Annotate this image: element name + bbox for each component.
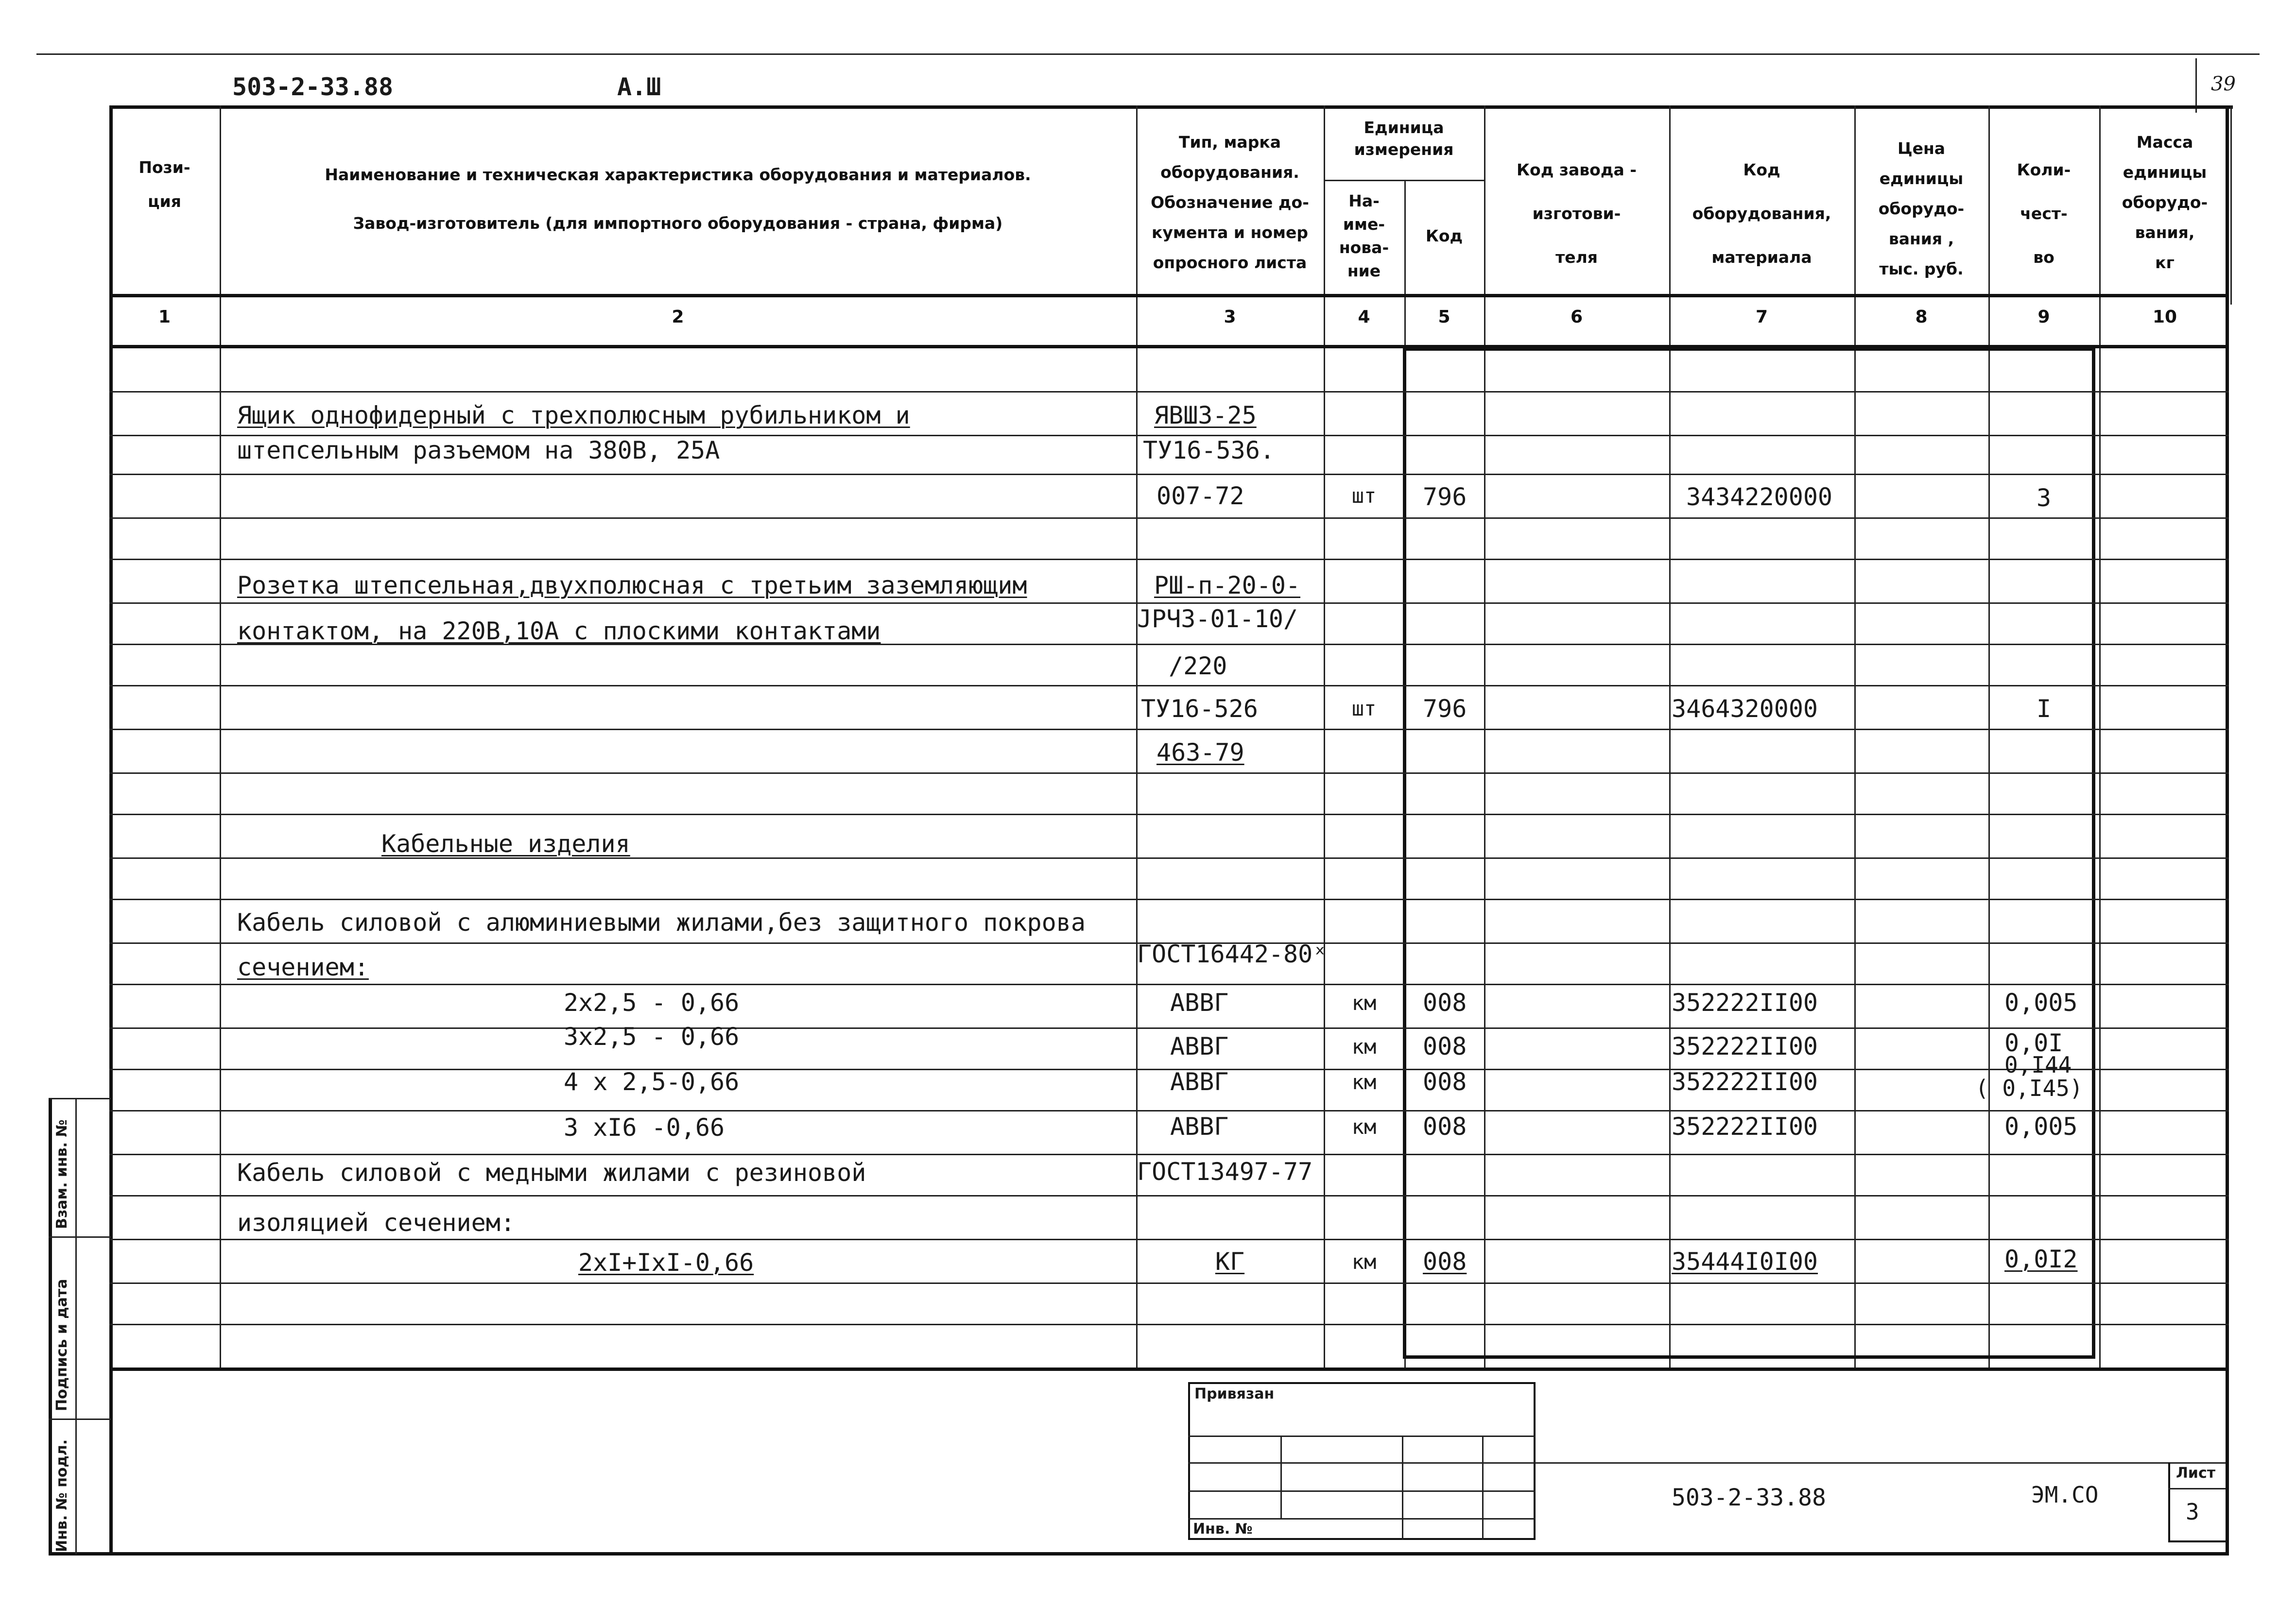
item-type: ГОСТ13497-77	[1137, 1158, 1313, 1186]
row-line	[109, 1154, 2229, 1155]
item-quantity-alt: ( 0,I45)	[1975, 1075, 2083, 1101]
item-code: 352222II00	[1672, 1112, 1818, 1141]
page-top-border	[36, 53, 2260, 55]
item-name: 3 хI6 -0,66	[564, 1113, 725, 1142]
header-mass: Масса единицы оборудо- вания, кг	[2122, 133, 2208, 272]
sheet-number: 3	[2186, 1499, 2199, 1525]
item-type: ТУ16-526	[1141, 695, 1258, 723]
header-quantity: Коли- чест- во	[2017, 160, 2071, 267]
row-line	[109, 899, 2229, 900]
footer-line	[1536, 1462, 2226, 1464]
item-type: КГ	[1215, 1248, 1245, 1276]
item-unit-code: 008	[1423, 1032, 1467, 1060]
item-code: 35444I0I00	[1672, 1248, 1818, 1276]
header-position: Пози- ция	[138, 158, 190, 211]
item-type: АВВГ	[1170, 1068, 1229, 1096]
margin-strip-line	[49, 1098, 111, 1099]
header-unit-code: Код	[1425, 226, 1463, 245]
item-unit-code: 796	[1423, 483, 1467, 511]
unit-header-divider	[1324, 180, 1484, 181]
margin-strip-divider	[75, 1098, 77, 1555]
col-number: 5	[1438, 307, 1450, 327]
page-bottom-line	[49, 1552, 2229, 1556]
table-bottom-line	[109, 1368, 2229, 1371]
item-unit-code: 008	[1423, 1112, 1467, 1141]
stamp-divider	[1280, 1436, 1282, 1518]
row-line	[109, 1069, 2229, 1070]
item-quantity: 0,0I2	[2004, 1245, 2078, 1273]
margin-label-replaced: Взам. инв. №	[53, 1119, 70, 1229]
footer-mark: ЭМ.СО	[2031, 1482, 2099, 1508]
item-name: 2хI+IхI-0,66	[578, 1248, 754, 1277]
item-quantity: 0,0I	[2004, 1029, 2063, 1057]
item-name: сечением:	[237, 953, 369, 981]
item-name: 2х2,5 - 0,66	[564, 989, 740, 1017]
page-corner-number: 39	[2211, 73, 2236, 95]
sheet-label: Лист	[2176, 1465, 2216, 1482]
stamp-divider	[1402, 1436, 1403, 1540]
row-line	[109, 602, 2229, 604]
item-name: изоляцией сечением:	[237, 1209, 515, 1237]
item-name: Ящик однофидерный с трехполюсным рубильником и	[237, 401, 910, 429]
header-price: Цена единицы оборудо- вания , тыс. руб.	[1878, 139, 1965, 278]
col-numbers-bottom-line	[109, 345, 2229, 348]
item-unit-code: 008	[1423, 1248, 1467, 1276]
margin-strip-line	[49, 1236, 111, 1238]
item-code: 3464320000	[1672, 695, 1818, 723]
margin-strip-left	[49, 1098, 52, 1555]
item-code: 352222II00	[1672, 989, 1818, 1017]
header-equipment-code: Код оборудования, материала	[1692, 160, 1831, 267]
item-name: Кабель силовой с алюминиевыми жилами,без защитного покрова	[237, 908, 1086, 937]
row-line	[109, 1239, 2229, 1240]
item-unit-code: 008	[1423, 989, 1467, 1017]
row-line	[109, 1324, 2229, 1325]
item-quantity: 0,005	[2004, 989, 2078, 1017]
item-quantity: I	[2036, 695, 2052, 723]
col-number: 9	[2037, 307, 2050, 327]
header-type: Тип, марка оборудования. Обозначение до- кумента и номер опросного листа	[1151, 133, 1309, 272]
item-name: Розетка штепсельная,двухполюсная с третьим заземляющим	[237, 571, 1027, 599]
item-unit: шт	[1351, 697, 1377, 720]
item-type: 007-72	[1157, 482, 1244, 510]
frame-bottom	[1403, 1355, 2095, 1359]
item-unit: км	[1351, 991, 1377, 1015]
header-name: Наименование и техническая характеристика оборудования и материалов. Завод-изготовитель (для импортного оборудования - страна, фирма)	[325, 165, 1031, 233]
margin-label-signature: Подпись и дата	[53, 1279, 70, 1411]
item-type: АВВГ	[1170, 1032, 1229, 1060]
row-line	[109, 1282, 2229, 1284]
item-type: 463-79	[1157, 738, 1244, 767]
item-type: /220	[1169, 652, 1227, 680]
row-line	[109, 685, 2229, 686]
row-line	[109, 814, 2229, 815]
footer-document-code: 503-2-33.88	[1672, 1484, 1826, 1511]
item-code: 3434220000	[1686, 483, 1833, 511]
item-unit-code: 008	[1423, 1068, 1467, 1096]
col-number: 3	[1224, 307, 1236, 327]
col-number: 1	[158, 307, 171, 327]
header-unit-name: На- име- нова- ние	[1339, 191, 1389, 280]
item-type: РШ-п-20-0-	[1154, 571, 1301, 599]
row-line	[109, 1110, 2229, 1111]
item-quantity: 3	[2036, 484, 2052, 512]
item-name: 4 х 2,5-0,66	[564, 1068, 740, 1096]
row-line	[109, 729, 2229, 730]
col-number: 10	[2152, 307, 2177, 327]
item-type: ЯВШЗ-25	[1154, 401, 1257, 429]
table-top-line	[109, 105, 2233, 109]
row-line	[109, 391, 2229, 393]
item-name: 3х2,5 - 0,66	[564, 1023, 740, 1051]
col-number: 6	[1570, 307, 1583, 327]
margin-label-inv-orig: Инв. № подл.	[53, 1439, 70, 1552]
col-number: 8	[1915, 307, 1928, 327]
item-unit: шт	[1351, 484, 1377, 508]
sheet-box-divider	[2168, 1488, 2226, 1489]
col-number: 4	[1358, 307, 1370, 327]
document-code: 503-2-33.88	[232, 73, 394, 101]
col-number: 2	[672, 307, 684, 327]
row-line	[109, 772, 2229, 774]
item-name: штепсельным разъемом на 380В, 25А	[237, 436, 720, 464]
col-number: 7	[1755, 307, 1768, 327]
page-number-divider	[2195, 58, 2197, 113]
item-quantity: 0,I44	[2004, 1052, 2072, 1078]
item-code: 352222II00	[1672, 1032, 1818, 1060]
row-line	[109, 474, 2229, 475]
row-line	[109, 1195, 2229, 1197]
header-factory-code: Код завода - изготови- теля	[1517, 160, 1637, 267]
row-line	[109, 984, 2229, 985]
col-divider	[2230, 105, 2232, 305]
item-unit: км	[1351, 1035, 1377, 1059]
row-line	[109, 559, 2229, 560]
item-type: АВВГ	[1170, 1112, 1229, 1141]
item-code: 352222II00	[1672, 1068, 1818, 1096]
stamp-divider	[1482, 1436, 1484, 1540]
item-type: АВВГ	[1170, 989, 1229, 1017]
item-type: ТУ16-536.	[1143, 436, 1275, 464]
album-label: А.Ш	[617, 73, 661, 101]
item-unit: км	[1351, 1250, 1377, 1274]
item-unit: км	[1351, 1070, 1377, 1094]
header-bottom-line	[109, 294, 2229, 297]
header-unit: Единица измерения	[1354, 118, 1454, 159]
item-name: Кабель силовой с медными жилами с резиновой	[237, 1159, 866, 1187]
margin-strip-line	[49, 1419, 111, 1420]
stamp-linked-label: Привязан	[1194, 1385, 1275, 1402]
item-unit: км	[1351, 1115, 1377, 1139]
section-title: Кабельные изделия	[381, 830, 630, 858]
stamp-inv-label: Инв. №	[1193, 1521, 1253, 1538]
item-quantity: 0,005	[2004, 1112, 2078, 1141]
row-line	[109, 517, 2229, 519]
item-name: контактом, на 220В,10А с плоскими контактами	[237, 617, 881, 645]
item-type: JРЧЗ-01-10/	[1137, 605, 1298, 633]
item-unit-code: 796	[1423, 695, 1467, 723]
row-line	[109, 1027, 2229, 1029]
item-type: ГОСТ16442-80ˣ	[1137, 940, 1328, 968]
